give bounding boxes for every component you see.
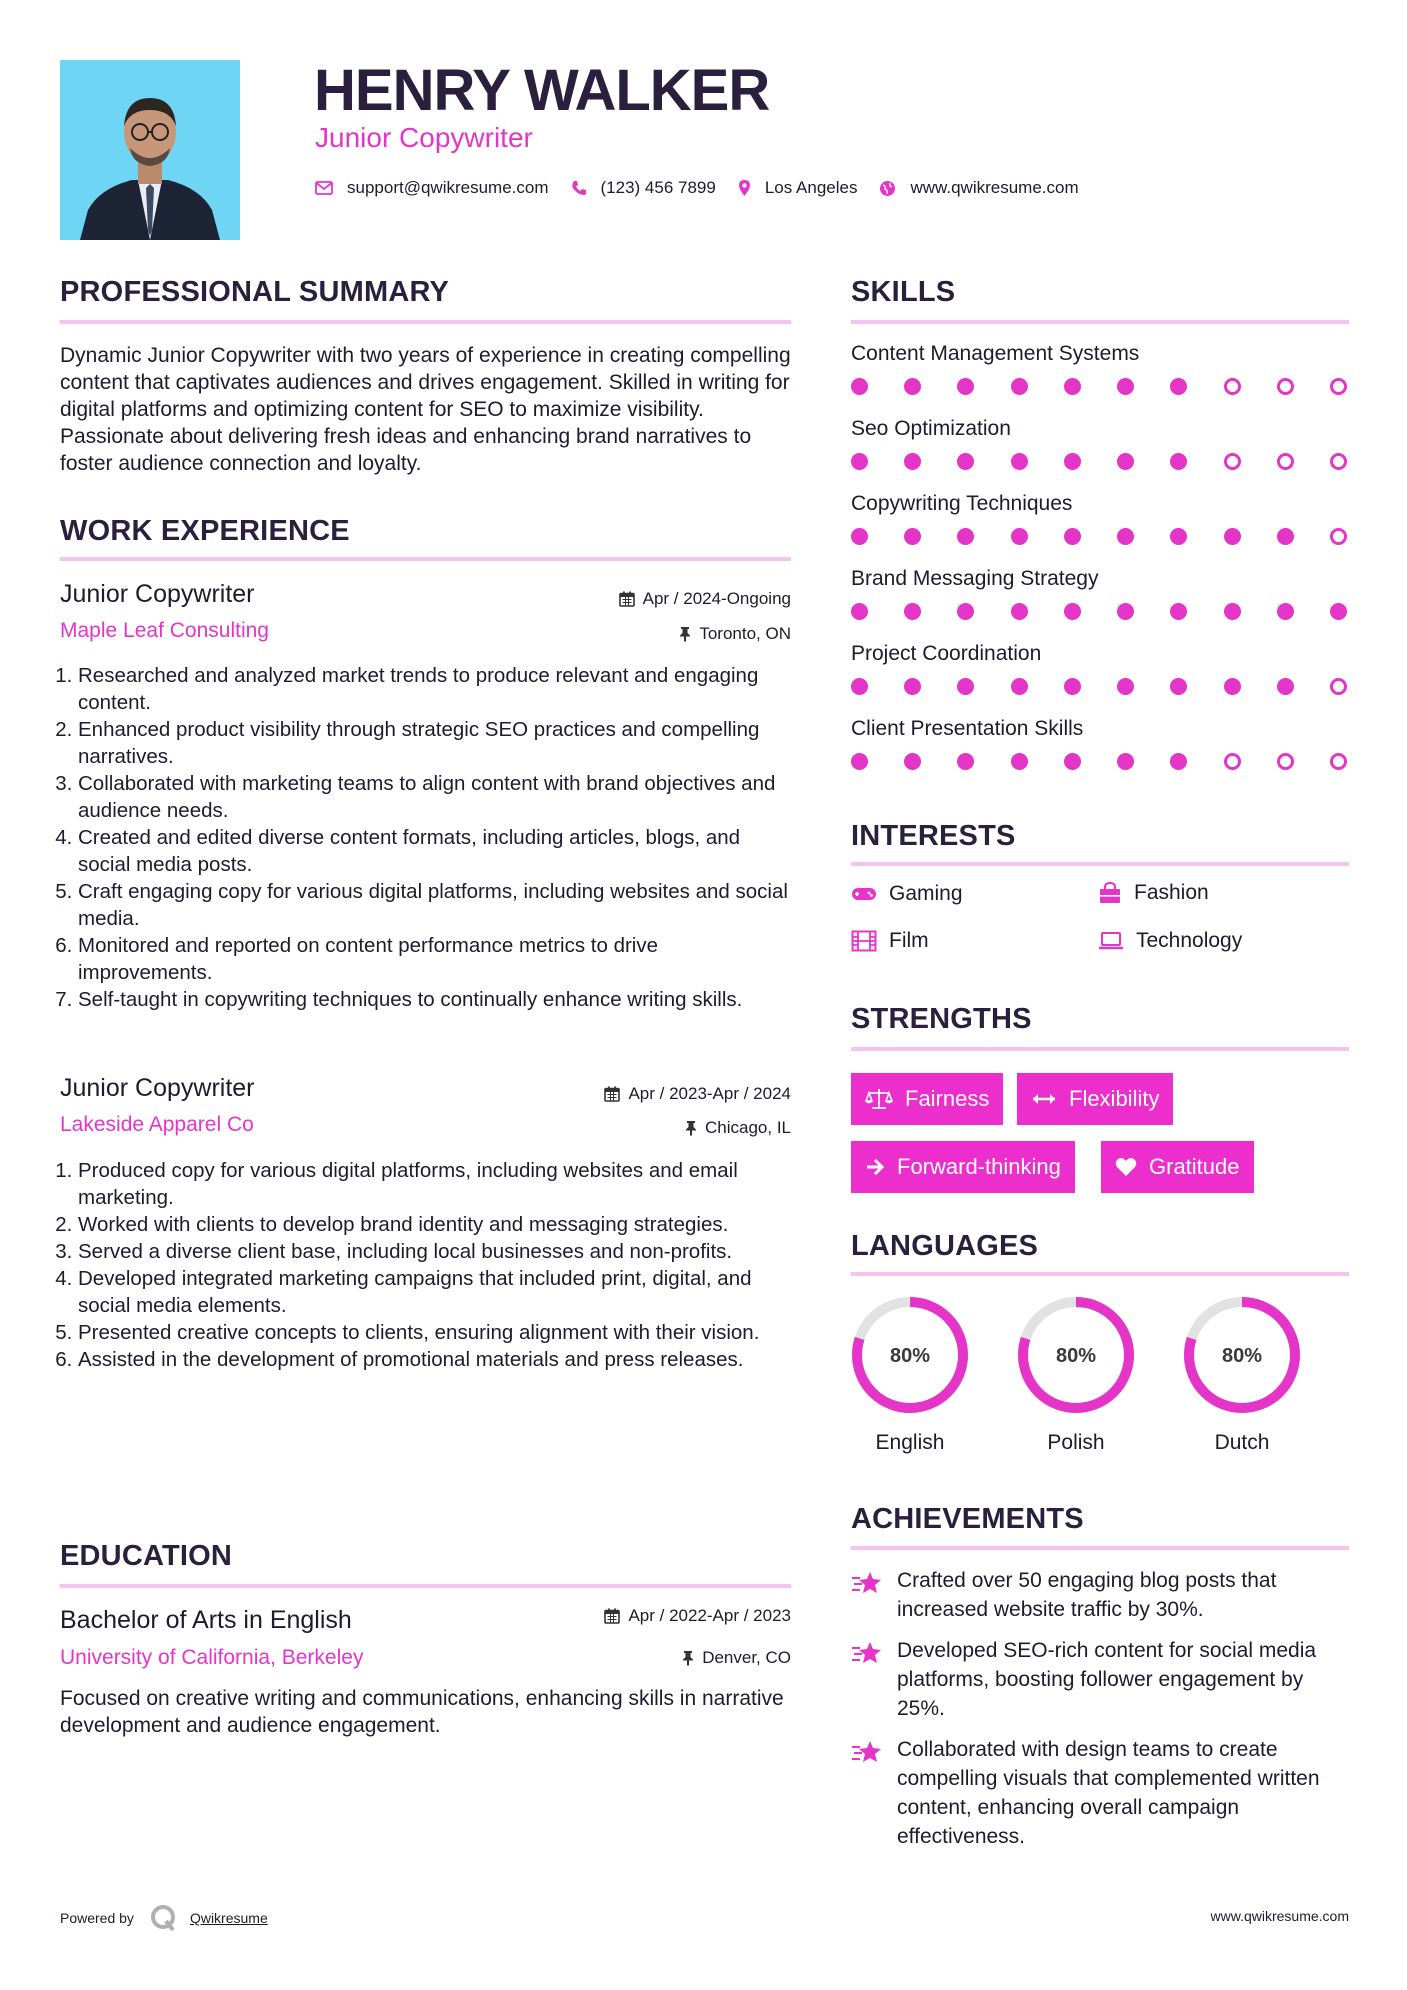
- website-text: www.qwikresume.com: [910, 178, 1079, 197]
- education-dates: [480, 1606, 791, 1626]
- rating-dot-filled: [904, 603, 921, 620]
- film-icon: [851, 930, 877, 952]
- achievement-text: Collaborated with design teams to create compelling visuals that complemented written content, enhancing overall campaign effectiveness.: [897, 1738, 1320, 1848]
- skills-list: [851, 342, 1351, 792]
- footer-branding: [60, 1903, 268, 1933]
- rating-dot-filled: [851, 753, 868, 770]
- school-name: University of California, Berkeley: [60, 1646, 364, 1669]
- rating-dot-filled: [851, 528, 868, 545]
- language-progress-ring: [1181, 1294, 1303, 1416]
- strength-label: Fairness: [905, 1086, 990, 1111]
- achievement-item: [851, 1566, 1351, 1624]
- footer-url[interactable]: www.qwikresume.com: [1210, 1908, 1349, 1924]
- arrows-icon: [1031, 1092, 1057, 1106]
- location-text: Los Angeles: [764, 178, 858, 197]
- rating-dot-empty: [1330, 753, 1347, 770]
- strength-fairness: [851, 1073, 1003, 1125]
- map-pin-icon: [738, 179, 751, 197]
- candidate-name: HENRY WALKER: [314, 58, 770, 123]
- language-name: English: [875, 1431, 945, 1454]
- strength-gratitude: [1101, 1141, 1254, 1193]
- rating-dot-filled: [1064, 678, 1081, 695]
- achievements-heading: ACHIEVEMENTS: [851, 1503, 1084, 1535]
- rating-dot-filled: [904, 678, 921, 695]
- job-1-dates-text: Apr / 2024-Ongoing: [642, 589, 791, 608]
- experience-heading: WORK EXPERIENCE: [60, 515, 350, 547]
- interest-technology: [1098, 929, 1242, 953]
- rating-dot-filled: [1064, 453, 1081, 470]
- skill-name: Seo Optimization: [851, 417, 1011, 440]
- contact-bar: [315, 178, 1101, 198]
- email-text: support@qwikresume.com: [347, 178, 549, 197]
- rating-dot-filled: [1277, 528, 1294, 545]
- scale-icon: [865, 1087, 893, 1111]
- rating-dot-filled: [1170, 453, 1187, 470]
- education-divider: [60, 1584, 791, 1588]
- rating-dot-filled: [1224, 528, 1241, 545]
- rating-dot-filled: [1117, 603, 1134, 620]
- rating-dot-filled: [851, 453, 868, 470]
- calendar-icon: [619, 591, 635, 607]
- rating-dot-filled: [957, 603, 974, 620]
- pushpin-icon: [682, 1650, 694, 1666]
- powered-by-label: Powered by: [60, 1910, 134, 1926]
- rating-dot-filled: [1117, 528, 1134, 545]
- rating-dot-filled: [851, 678, 868, 695]
- rating-dot-filled: [1011, 603, 1028, 620]
- job-1-bullets: [60, 662, 795, 1013]
- skills-divider: [851, 320, 1349, 324]
- heart-icon: [1115, 1157, 1137, 1177]
- list-item: 1. Researched and analyzed market trends to produce relevant and engaging content.: [78, 662, 795, 716]
- skills-heading: SKILLS: [851, 276, 956, 308]
- language-percent: 80%: [889, 1345, 931, 1367]
- rating-dot-filled: [1064, 378, 1081, 395]
- interest-label: Film: [889, 929, 929, 952]
- rating-dot-filled: [1277, 603, 1294, 620]
- rating-dot-filled: [1117, 753, 1134, 770]
- summary-text: Dynamic Junior Copywriter with two years of experience in creating compelling content that captivates audiences and drives engagement. Skilled in writing for digital platforms and optimizing content for SEO to maximize visibility. Passionate about delivering fresh ideas and enhancing brand narratives to foster audience connection and loyalty.: [60, 344, 791, 475]
- list-item: 5. Craft engaging copy for various digital platforms, including websites and social media.: [78, 878, 795, 932]
- interest-label: Gaming: [889, 882, 963, 905]
- rating-dot-filled: [1011, 453, 1028, 470]
- language-item: [849, 1294, 971, 1455]
- rating-dot-filled: [1117, 453, 1134, 470]
- list-item: 4. Developed integrated marketing campaigns that included print, digital, and social media elements.: [78, 1265, 795, 1319]
- rating-dot-filled: [1064, 603, 1081, 620]
- shooting-star-icon: [851, 1570, 883, 1596]
- language-item: [1181, 1294, 1303, 1455]
- achievements-divider: [851, 1546, 1349, 1550]
- rating-dot-filled: [904, 753, 921, 770]
- rating-dot-filled: [1011, 528, 1028, 545]
- rating-dot-empty: [1330, 378, 1347, 395]
- language-percent: 80%: [1221, 1345, 1263, 1367]
- interest-film: [851, 929, 929, 953]
- skill-name: Project Coordination: [851, 642, 1042, 665]
- education-description: Focused on creative writing and communications, enhancing skills in narrative development and audience engagement.: [60, 1687, 784, 1737]
- rating-dot-filled: [1011, 753, 1028, 770]
- pushpin-icon: [685, 1120, 697, 1136]
- interest-label: Technology: [1136, 929, 1243, 952]
- rating-dot-filled: [1170, 378, 1187, 395]
- job-2-dates-text: Apr / 2023-Apr / 2024: [628, 1084, 791, 1103]
- skill-row: [851, 642, 1351, 717]
- job-2-title: Junior Copywriter: [60, 1074, 255, 1102]
- job-1-dates: [480, 589, 791, 609]
- rating-dot-filled: [1117, 678, 1134, 695]
- rating-dot-filled: [1011, 678, 1028, 695]
- job-1-location: [480, 624, 791, 644]
- shooting-star-icon: [851, 1640, 883, 1666]
- pushpin-icon: [679, 626, 691, 642]
- list-item: 2. Worked with clients to develop brand identity and messaging strategies.: [78, 1211, 795, 1238]
- education-heading: EDUCATION: [60, 1540, 233, 1572]
- skill-row: [851, 492, 1351, 567]
- skill-row: [851, 567, 1351, 642]
- job-1-title: Junior Copywriter: [60, 580, 255, 608]
- rating-dot-empty: [1277, 753, 1294, 770]
- job-1-company: Maple Leaf Consulting: [60, 619, 269, 642]
- summary-divider: [60, 320, 791, 324]
- list-item: 7. Self-taught in copywriting techniques to continually enhance writing skills.: [78, 986, 795, 1013]
- strength-label: Gratitude: [1149, 1154, 1240, 1179]
- phone-text: (123) 456 7899: [600, 178, 716, 197]
- rating-dot-empty: [1330, 678, 1347, 695]
- achievements-list: [851, 1566, 1351, 1851]
- skill-row: [851, 717, 1351, 792]
- list-item: 5. Presented creative concepts to clients, ensuring alignment with their vision.: [78, 1319, 795, 1346]
- language-percent: 80%: [1055, 1345, 1097, 1367]
- skill-rating: [851, 528, 1347, 545]
- interests-divider: [851, 862, 1349, 866]
- skill-rating: [851, 678, 1347, 695]
- skill-name: Brand Messaging Strategy: [851, 567, 1099, 590]
- rating-dot-filled: [1170, 528, 1187, 545]
- rating-dot-empty: [1224, 753, 1241, 770]
- skill-rating: [851, 453, 1347, 470]
- list-item: 3. Collaborated with marketing teams to align content with brand objectives and audience needs.: [78, 770, 795, 824]
- education-dates-text: Apr / 2022-Apr / 2023: [628, 1606, 791, 1625]
- degree-title: Bachelor of Arts in English: [60, 1606, 352, 1634]
- list-item: 4. Created and edited diverse content formats, including articles, blogs, and social media posts.: [78, 824, 795, 878]
- languages-divider: [851, 1272, 1349, 1276]
- job-1-location-text: Toronto, ON: [699, 624, 791, 643]
- rating-dot-filled: [1011, 378, 1028, 395]
- strength-flexibility: [1017, 1073, 1173, 1125]
- job-2-bullets: [60, 1157, 795, 1373]
- language-name: Polish: [1047, 1431, 1105, 1454]
- rating-dot-empty: [1277, 453, 1294, 470]
- summary-heading: PROFESSIONAL SUMMARY: [60, 276, 450, 308]
- gamepad-icon: [851, 885, 877, 903]
- achievement-text: Developed SEO-rich content for social media platforms, boosting follower engagement by 25%.: [897, 1639, 1317, 1720]
- phone-icon: [571, 180, 587, 196]
- rating-dot-filled: [1170, 678, 1187, 695]
- laptop-icon: [1098, 931, 1124, 951]
- globe-icon: [879, 180, 896, 197]
- job-2-dates: [480, 1084, 791, 1104]
- achievement-item: [851, 1636, 1351, 1723]
- contact-location: [738, 178, 858, 198]
- rating-dot-filled: [1170, 753, 1187, 770]
- arrow-right-icon: [865, 1158, 885, 1176]
- strengths-heading: STRENGTHS: [851, 1003, 1032, 1035]
- profile-photo: [60, 60, 240, 240]
- portrait-image: [60, 60, 240, 240]
- interest-gaming: [851, 882, 963, 906]
- list-item: 3. Served a diverse client base, including local businesses and non-profits.: [78, 1238, 795, 1265]
- rating-dot-filled: [1064, 753, 1081, 770]
- education-location: [480, 1648, 791, 1668]
- rating-dot-filled: [1224, 678, 1241, 695]
- rating-dot-empty: [1277, 378, 1294, 395]
- job-2-company: Lakeside Apparel Co: [60, 1113, 254, 1136]
- achievement-text: Crafted over 50 engaging blog posts that increased website traffic by 30%.: [897, 1569, 1277, 1621]
- interest-label: Fashion: [1134, 881, 1209, 904]
- rating-dot-filled: [851, 603, 868, 620]
- list-item: 6. Assisted in the development of promotional materials and press releases.: [78, 1346, 795, 1373]
- skill-name: Copywriting Techniques: [851, 492, 1073, 515]
- contact-phone[interactable]: [571, 178, 716, 198]
- rating-dot-filled: [904, 453, 921, 470]
- rating-dot-filled: [957, 453, 974, 470]
- language-progress-ring: [1015, 1294, 1137, 1416]
- experience-divider: [60, 557, 791, 561]
- rating-dot-filled: [957, 378, 974, 395]
- skill-row: [851, 342, 1351, 417]
- rating-dot-empty: [1224, 453, 1241, 470]
- interest-fashion: [1098, 881, 1209, 905]
- rating-dot-filled: [904, 378, 921, 395]
- language-name: Dutch: [1214, 1431, 1270, 1454]
- envelope-icon: [315, 181, 333, 195]
- list-item: 1. Produced copy for various digital platforms, including websites and email marketing.: [78, 1157, 795, 1211]
- rating-dot-filled: [904, 528, 921, 545]
- list-item: 6. Monitored and reported on content performance metrics to drive improvements.: [78, 932, 795, 986]
- language-progress-ring: [849, 1294, 971, 1416]
- skill-row: [851, 417, 1351, 492]
- education-location-text: Denver, CO: [702, 1648, 791, 1667]
- qwikresume-logo-icon: [148, 1903, 178, 1933]
- interests-heading: INTERESTS: [851, 820, 1016, 852]
- job-2-location: [480, 1118, 791, 1138]
- rating-dot-filled: [1064, 528, 1081, 545]
- calendar-icon: [604, 1608, 620, 1624]
- rating-dot-filled: [1330, 603, 1347, 620]
- rating-dot-empty: [1330, 453, 1347, 470]
- rating-dot-filled: [957, 528, 974, 545]
- skill-name: Content Management Systems: [851, 342, 1140, 365]
- calendar-icon: [604, 1086, 620, 1102]
- skill-rating: [851, 753, 1347, 770]
- job-2-location-text: Chicago, IL: [705, 1118, 791, 1137]
- strength-label: Flexibility: [1069, 1086, 1160, 1111]
- strength-label: Forward-thinking: [897, 1154, 1061, 1179]
- rating-dot-filled: [1117, 378, 1134, 395]
- contact-website[interactable]: [879, 178, 1078, 198]
- languages-list: [849, 1294, 1303, 1455]
- rating-dot-filled: [851, 378, 868, 395]
- list-item: 2. Enhanced product visibility through strategic SEO practices and compelling narratives.: [78, 716, 795, 770]
- strengths-divider: [851, 1047, 1349, 1051]
- strength-forward-thinking: [851, 1141, 1075, 1193]
- skill-rating: [851, 378, 1347, 395]
- rating-dot-empty: [1224, 378, 1241, 395]
- skill-rating: [851, 603, 1347, 620]
- qwikresume-link[interactable]: Qwikresume: [189, 1910, 268, 1926]
- rating-dot-filled: [1224, 603, 1241, 620]
- contact-email[interactable]: [315, 178, 549, 198]
- candidate-role: Junior Copywriter: [315, 122, 533, 153]
- shooting-star-icon: [851, 1739, 883, 1765]
- bag-icon: [1098, 882, 1122, 904]
- achievement-item: [851, 1735, 1351, 1851]
- rating-dot-filled: [1277, 678, 1294, 695]
- rating-dot-filled: [957, 678, 974, 695]
- language-item: [1015, 1294, 1137, 1455]
- rating-dot-filled: [1170, 603, 1187, 620]
- rating-dot-empty: [1330, 528, 1347, 545]
- rating-dot-filled: [957, 753, 974, 770]
- languages-heading: LANGUAGES: [851, 1230, 1039, 1262]
- skill-name: Client Presentation Skills: [851, 717, 1084, 740]
